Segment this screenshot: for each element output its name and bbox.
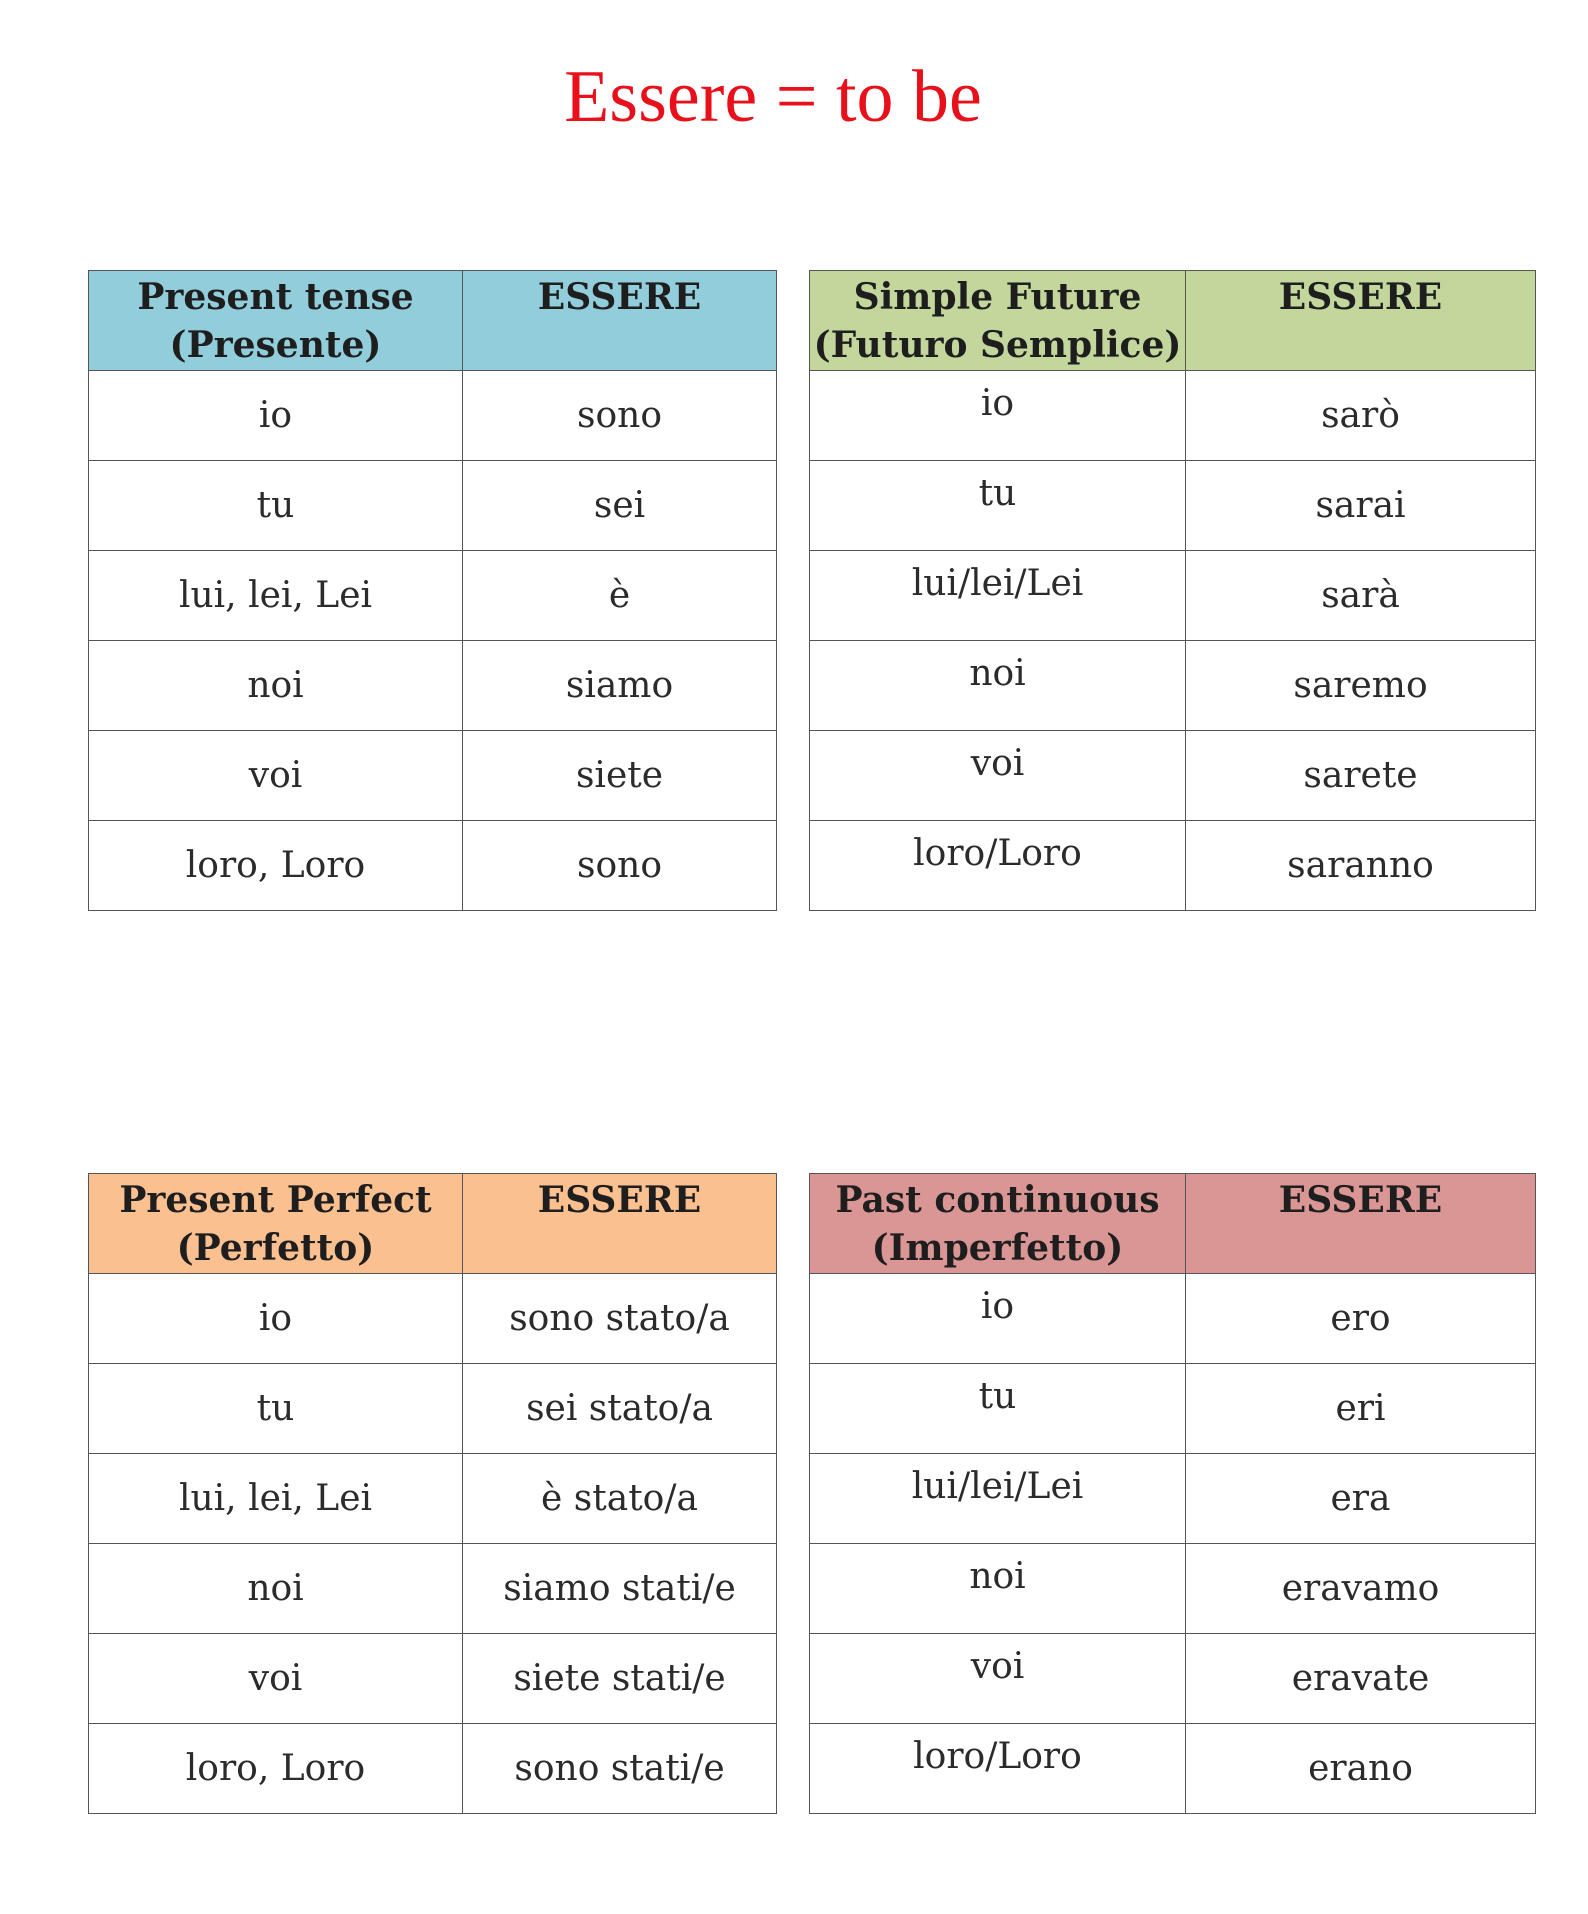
pronoun-cell: io xyxy=(89,371,463,461)
table-row xyxy=(810,731,1536,821)
pronoun-cell: noi xyxy=(810,641,1186,731)
pronoun-cell: voi xyxy=(810,731,1186,821)
verb-form-cell: erano xyxy=(1186,1724,1536,1814)
verb-form-cell: sei stato/a xyxy=(463,1364,777,1454)
pronoun-cell: loro, Loro xyxy=(89,1724,463,1814)
table-header-row xyxy=(810,271,1536,371)
pronoun-cell: lui, lei, Lei xyxy=(89,551,463,641)
tense-italian-name: (Futuro Semplice) xyxy=(813,324,1182,366)
tense-italian-name: (Presente) xyxy=(169,324,382,366)
pronoun-cell: tu xyxy=(810,1364,1186,1454)
verb-form-cell: sarai xyxy=(1186,461,1536,551)
pronoun-cell: noi xyxy=(89,641,463,731)
verb-form-cell: siete stati/e xyxy=(463,1634,777,1724)
tense-header xyxy=(810,271,1186,371)
table-row xyxy=(89,1274,777,1364)
verb-form-cell: era xyxy=(1186,1454,1536,1544)
table-row xyxy=(810,1364,1536,1454)
table-row xyxy=(810,641,1536,731)
verb-form-cell: sono xyxy=(463,371,777,461)
verb-form-cell: sarà xyxy=(1186,551,1536,641)
table-row xyxy=(810,1274,1536,1364)
verb-form-cell: sei xyxy=(463,461,777,551)
verb-form-cell: è xyxy=(463,551,777,641)
verb-header: ESSERE xyxy=(1186,1174,1536,1274)
past-continuous-table xyxy=(809,1173,1536,1814)
verb-header: ESSERE xyxy=(463,1174,777,1274)
table-row xyxy=(89,551,777,641)
pronoun-cell: io xyxy=(89,1274,463,1364)
table-row xyxy=(89,641,777,731)
pronoun-cell: tu xyxy=(810,461,1186,551)
pronoun-cell: voi xyxy=(810,1634,1186,1724)
verb-form-cell: è stato/a xyxy=(463,1454,777,1544)
tense-name: Past continuous xyxy=(835,1179,1160,1221)
pronoun-cell: loro, Loro xyxy=(89,821,463,911)
table-row xyxy=(89,1364,777,1454)
table-row xyxy=(89,731,777,821)
table-header-row xyxy=(89,271,777,371)
tense-name: Simple Future xyxy=(853,276,1142,318)
verb-header: ESSERE xyxy=(463,271,777,371)
tense-name: Present tense xyxy=(137,276,414,318)
table-row xyxy=(810,461,1536,551)
tense-header xyxy=(89,271,463,371)
pronoun-cell: noi xyxy=(89,1544,463,1634)
pronoun-cell: loro/Loro xyxy=(810,821,1186,911)
table-row xyxy=(89,1724,777,1814)
verb-form-cell: saremo xyxy=(1186,641,1536,731)
verb-form-cell: sono stato/a xyxy=(463,1274,777,1364)
pronoun-cell: io xyxy=(810,371,1186,461)
tense-header xyxy=(810,1174,1186,1274)
tense-header xyxy=(89,1174,463,1274)
table-row xyxy=(810,551,1536,641)
verb-form-cell: sono xyxy=(463,821,777,911)
verb-form-cell: eravate xyxy=(1186,1634,1536,1724)
table-row xyxy=(810,1454,1536,1544)
pronoun-cell: lui/lei/Lei xyxy=(810,1454,1186,1544)
tense-italian-name: (Perfetto) xyxy=(176,1227,375,1269)
table-row xyxy=(89,1454,777,1544)
table-row xyxy=(810,1634,1536,1724)
verb-form-cell: siete xyxy=(463,731,777,821)
verb-form-cell: eravamo xyxy=(1186,1544,1536,1634)
verb-form-cell: siamo xyxy=(463,641,777,731)
table-row xyxy=(89,1544,777,1634)
table-row xyxy=(89,461,777,551)
table-row xyxy=(810,1724,1536,1814)
pronoun-cell: lui, lei, Lei xyxy=(89,1454,463,1544)
verb-header: ESSERE xyxy=(1186,271,1536,371)
verb-form-cell: eri xyxy=(1186,1364,1536,1454)
table-row xyxy=(89,821,777,911)
simple-future-table xyxy=(809,270,1536,911)
present-tense-table xyxy=(88,270,777,911)
present-perfect-table xyxy=(88,1173,777,1814)
pronoun-cell: tu xyxy=(89,461,463,551)
page-title: Essere = to be xyxy=(564,56,982,138)
verb-form-cell: saranno xyxy=(1186,821,1536,911)
table-row xyxy=(89,1634,777,1724)
pronoun-cell: voi xyxy=(89,1634,463,1724)
pronoun-cell: loro/Loro xyxy=(810,1724,1186,1814)
pronoun-cell: noi xyxy=(810,1544,1186,1634)
table-header-row xyxy=(89,1174,777,1274)
table-row xyxy=(810,1544,1536,1634)
pronoun-cell: tu xyxy=(89,1364,463,1454)
table-row xyxy=(810,821,1536,911)
pronoun-cell: voi xyxy=(89,731,463,821)
verb-form-cell: sono stati/e xyxy=(463,1724,777,1814)
verb-form-cell: siamo stati/e xyxy=(463,1544,777,1634)
table-row xyxy=(810,371,1536,461)
tense-italian-name: (Imperfetto) xyxy=(871,1227,1124,1269)
pronoun-cell: io xyxy=(810,1274,1186,1364)
tense-name: Present Perfect xyxy=(119,1179,432,1221)
verb-form-cell: sarete xyxy=(1186,731,1536,821)
verb-form-cell: ero xyxy=(1186,1274,1536,1364)
pronoun-cell: lui/lei/Lei xyxy=(810,551,1186,641)
table-header-row xyxy=(810,1174,1536,1274)
verb-form-cell: sarò xyxy=(1186,371,1536,461)
table-row xyxy=(89,371,777,461)
